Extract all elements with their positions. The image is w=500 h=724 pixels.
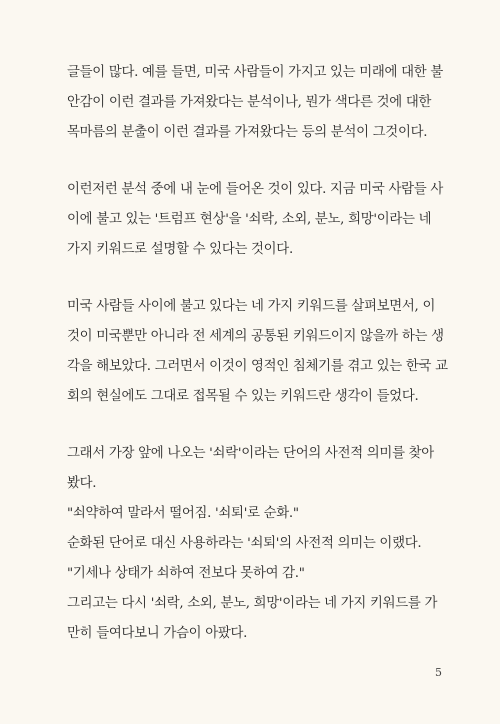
text-line: 목마름의 분출이 이런 결과를 가져왔다는 등의 분석이 그것이다. xyxy=(67,125,428,140)
text-line: 안감이 이런 결과를 가져왔다는 분석이나, 뭔가 색다른 것에 대한 xyxy=(67,95,432,110)
text-line: 이런저런 분석 중에 내 눈에 들어온 것이 있다. 지금 미국 사람들 사 xyxy=(67,182,443,197)
quote-line: "기세나 상태가 쇠하여 전보다 못하여 감." xyxy=(67,566,305,581)
paragraph-2 xyxy=(67,175,445,265)
text-line: 미국 사람들 사이에 불고 있다는 네 가지 키워드를 살펴보면서, 이 xyxy=(67,299,436,314)
page-body xyxy=(67,58,448,649)
text-line: 그리고는 다시 '쇠락, 소외, 분노, 희망'이라는 네 가지 키워드를 가 xyxy=(67,596,438,611)
text-line: 그래서 가장 앞에 나오는 '쇠락'이라는 단어의 사전적 의미를 찾아 xyxy=(67,446,434,461)
paragraph-1 xyxy=(67,58,445,148)
paragraph-gap xyxy=(67,148,445,175)
paragraph-4 xyxy=(67,439,445,649)
text-line: 글들이 많다. 예를 들면, 미국 사람들이 가지고 있는 미래에 대한 불 xyxy=(67,65,443,80)
text-line: 가지 키워드로 설명할 수 있다는 것이다. xyxy=(67,242,293,257)
quote-line: "쇠약하여 말라서 떨어짐. '쇠퇴'로 순화." xyxy=(67,506,299,521)
text-line: 봤다. xyxy=(67,476,97,491)
text-line: 이에 불고 있는 '트럼프 현상'을 '쇠락, 소외, 분노, 희망'이라는 네 xyxy=(67,212,432,227)
paragraph-gap xyxy=(67,412,445,439)
text-line: 순화된 단어로 대신 사용하라는 '쇠퇴'의 사전적 의미는 이랬다. xyxy=(67,536,422,551)
text-line: 회의 현실에도 그대로 접목될 수 있는 키워드란 생각이 들었다. xyxy=(67,389,419,404)
paragraph-3 xyxy=(67,292,448,412)
text-line: 각을 해보았다. 그러면서 이것이 영적인 침체기를 겪고 있는 한국 교 xyxy=(67,359,448,374)
text-line: 만히 들여다보니 가슴이 아팠다. xyxy=(67,626,248,641)
page-number: 5 xyxy=(435,666,442,679)
paragraph-gap xyxy=(67,265,445,292)
text-line: 것이 미국뿐만 아니라 전 세계의 공통된 키워드이지 않을까 하는 생 xyxy=(67,329,444,344)
